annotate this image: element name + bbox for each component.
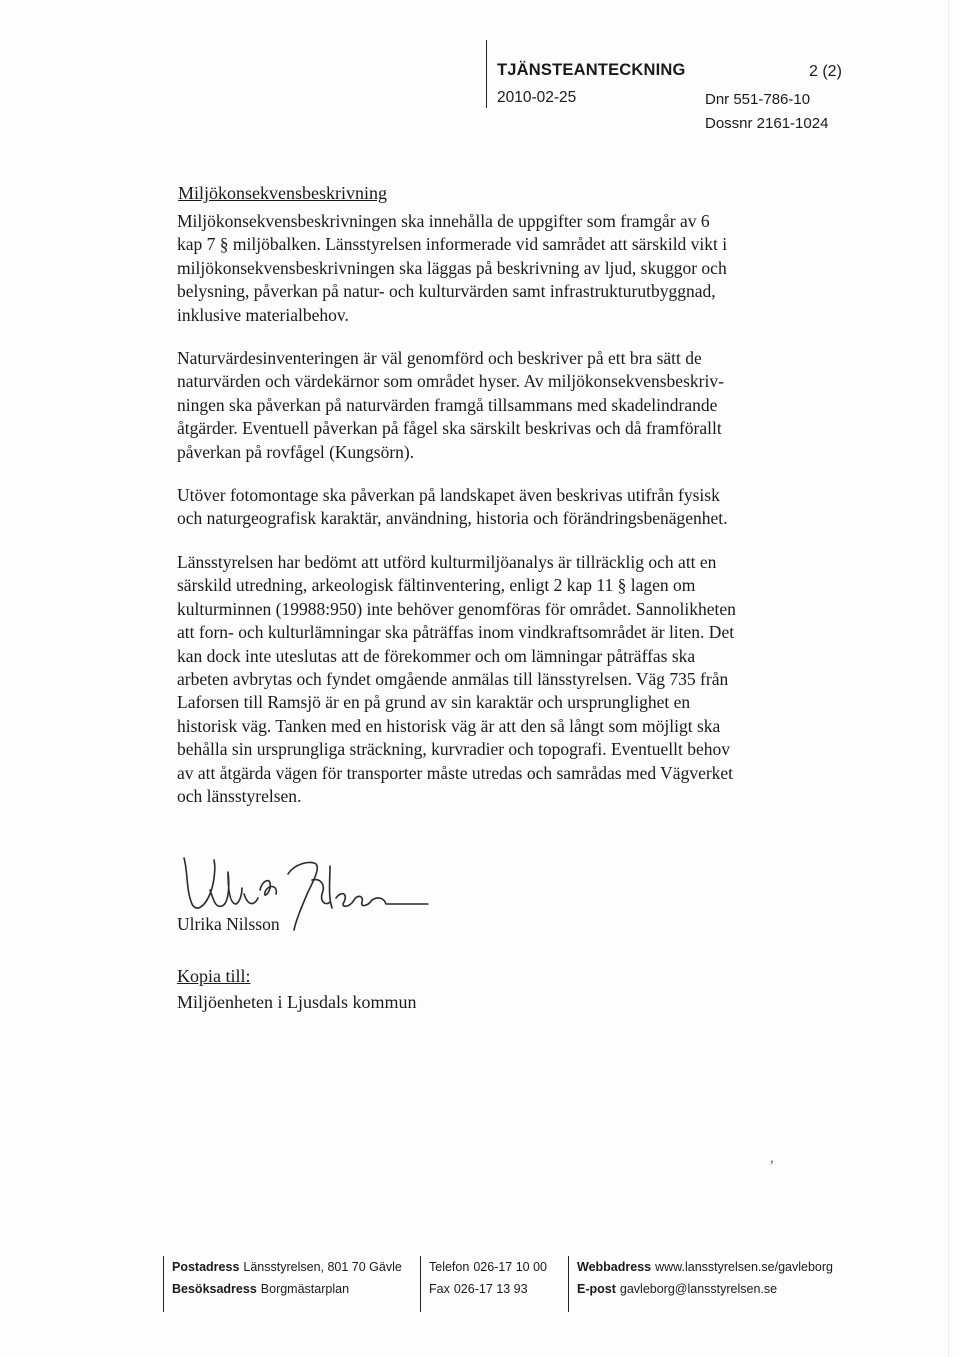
besoksadress-label: Besöksadress — [172, 1282, 257, 1296]
footer-besoksadress — [172, 1278, 422, 1300]
section-heading: Miljökonsekvensbeskrivning — [178, 183, 387, 203]
epost-label: E-post — [577, 1282, 616, 1296]
besoksadress-value: Borgmästarplan — [260, 1282, 350, 1296]
paragraph-2: Naturvärdesinventeringen är väl genomförd och beskriver på ett bra sätt de naturvärden och värdekärnor som området hyser. Av miljökonsekvensbeskriv- ningen ska påverkan på naturvärden framgå tillsammans med skadelindrande åtgärder. Eventuell påverkan på fågel ska särskilt beskrivas och då framförallt påverkan på rovfågel (Kungsörn). — [177, 348, 724, 462]
footer-address-column — [163, 1256, 422, 1312]
paragraph-4: Länsstyrelsen har bedömt att utförd kulturmiljöanalys är tillräcklig och att en särskild utredning, arkeologisk fältinventering, enligt 2 kap 11 § lagen om kulturminnen (19988:950) inte behöver genomföras för området. Sannolikheten att forn- och kulturlämningar ska påträffas inom vindkraftsområdet är liten. Det kan dock inte uteslutas att de förekommer och om lämningar påträffas ska arbeten avbrytas och fyndet omgående anmälas till länsstyrelsen. Väg 735 från Laforsen till Ramsjö är en på grund av sin karaktär och ursprunglighet en historisk väg. Tanken med en historisk väg är att den så långt som möjligt ska behålla sin ursprungliga sträckning, kurvradier och topografi. Eventuellt behov av att åtgärda vägen för transporter måste utredas och samrådas med Vägverket och länsstyrelsen. — [177, 552, 736, 807]
footer-epost — [577, 1278, 857, 1300]
telefon-value: 026-17 10 00 — [473, 1260, 547, 1274]
footer-telefon — [429, 1256, 564, 1278]
epost-link[interactable]: gavleborg@lansstyrelsen.se — [619, 1282, 778, 1296]
postadress-label: Postadress — [172, 1260, 240, 1274]
page-number: 2 (2) — [809, 63, 842, 80]
scan-edge — [948, 0, 949, 1357]
diarienummer: Dnr 551-786-10 — [705, 91, 811, 108]
webbadress-link[interactable]: www.lansstyrelsen.se/gavleborg — [655, 1260, 833, 1274]
document-type: TJÄNSTEANTECKNING — [497, 61, 686, 79]
footer-webbadress — [577, 1256, 857, 1278]
paragraph-1: Miljökonsekvensbeskrivningen ska innehålla de uppgifter som framgår av 6 kap 7 § miljöbalken. Länsstyrelsen informerade vid samrådet att särskild vikt i miljökonsekvensbeskrivningen ska läggas på beskrivning av ljud, skuggor och belysning, påverkan på natur- och kulturvärden samt infrastrukturutbyggnad, inklusive materialbehov. — [177, 211, 728, 325]
webbadress-label: Webbadress — [577, 1260, 652, 1274]
copy-heading: Kopia till: — [177, 966, 251, 986]
footer-fax — [429, 1278, 564, 1300]
document-date: 2010-02-25 — [497, 89, 577, 106]
fax-label: Fax — [429, 1282, 450, 1296]
footer-phone-column — [420, 1256, 564, 1312]
footer-postadress — [172, 1256, 422, 1278]
paragraph-3: Utöver fotomontage ska påverkan på landskapet även beskrivas utifrån fysisk och naturgeografisk karaktär, användning, historia och förändringsbenägenhet. — [177, 485, 728, 529]
copy-recipient: Miljöenheten i Ljusdals kommun — [177, 992, 417, 1012]
fax-value: 026-17 13 93 — [453, 1282, 528, 1296]
telefon-label: Telefon — [429, 1260, 470, 1274]
stray-mark: , — [770, 1150, 774, 1166]
dossiernummer: Dossnr 2161-1024 — [705, 115, 829, 132]
postadress-value: Länsstyrelsen, 801 70 Gävle — [243, 1260, 402, 1274]
signer-name: Ulrika Nilsson — [177, 914, 280, 934]
footer-web-column — [568, 1256, 857, 1312]
header-divider — [486, 40, 487, 108]
